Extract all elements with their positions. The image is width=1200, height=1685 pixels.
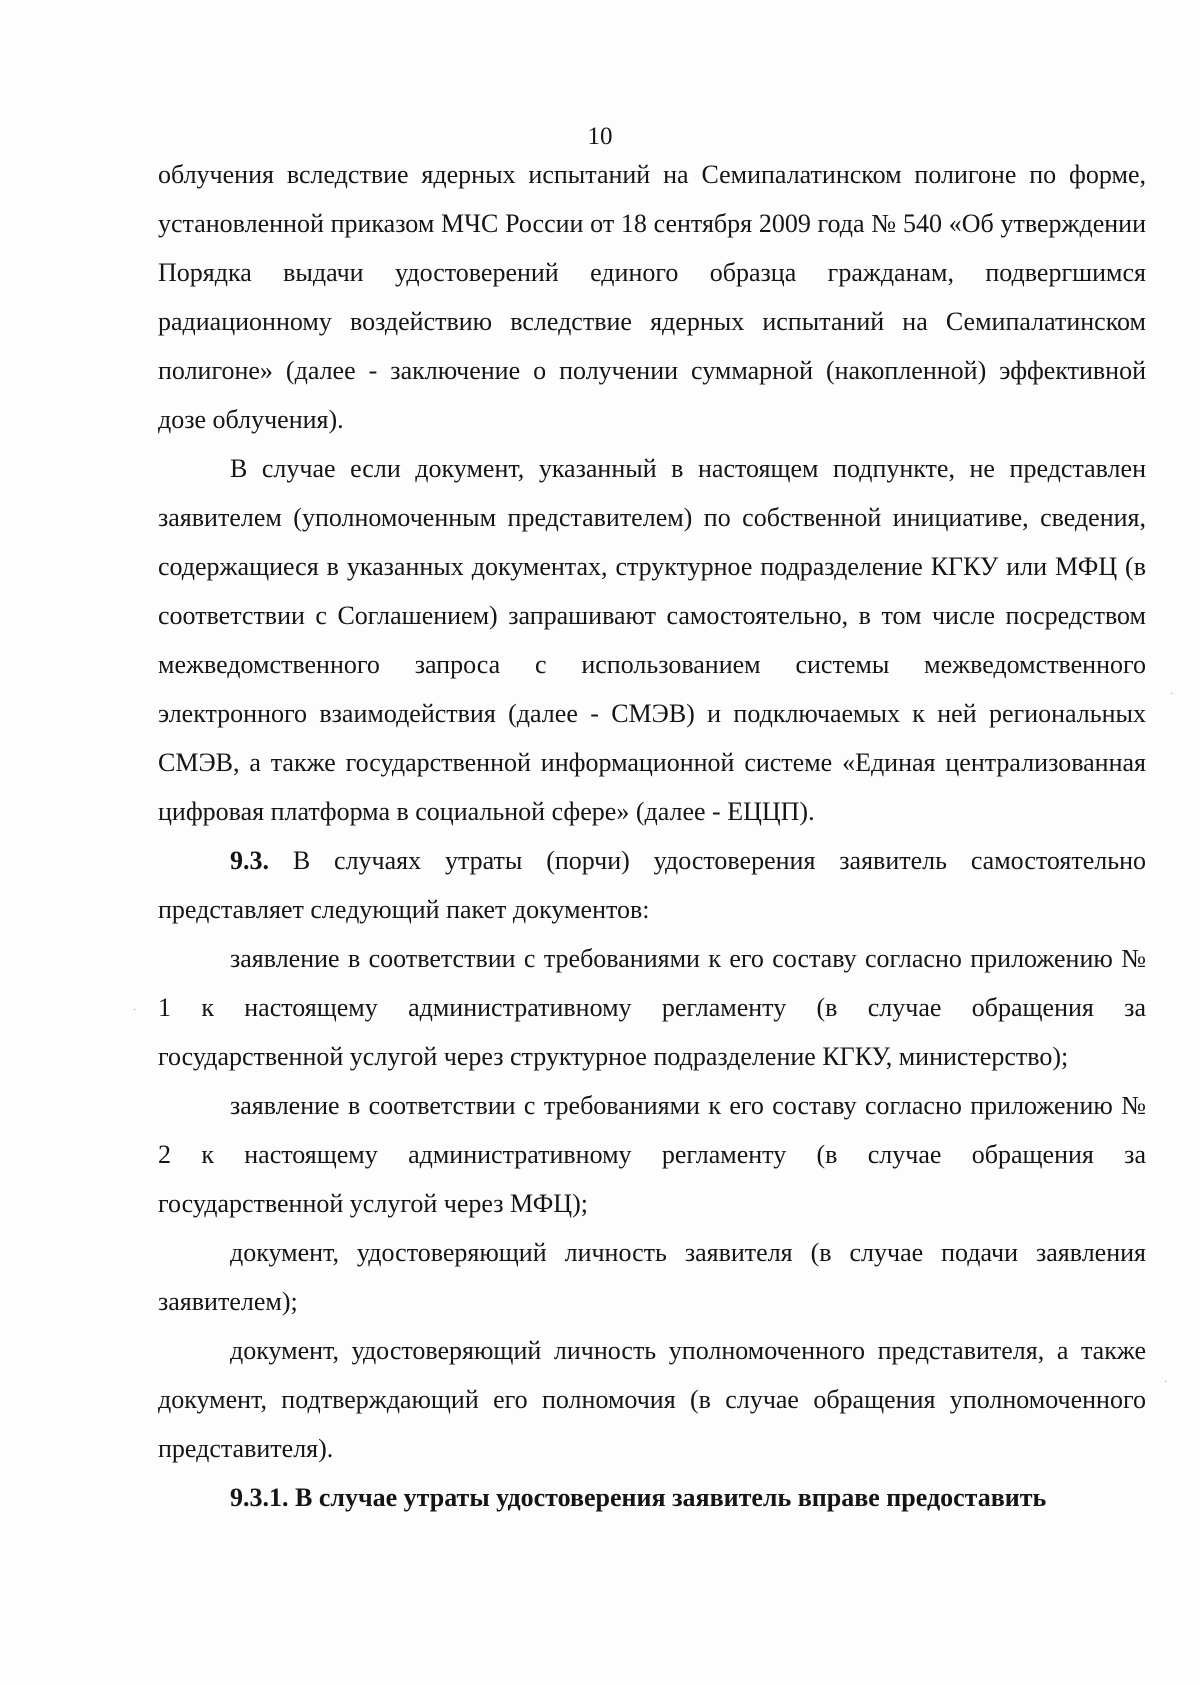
document-body (158, 150, 1146, 1522)
clause-heading-9-3-1: 9.3.1. В случае утраты удостоверения заявитель вправе предоставить (230, 1483, 1047, 1512)
paragraph-smev-request: В случае если документ, указанный в настоящем подпункте, не представлен заявителем (уполномоченным представителем) по собственной инициативе, сведения, содержащиеся в указанных документах, структурное подразделение КГКУ или МФЦ (в соответствии с Соглашением) запрашивают самостоятельно, в том числе посредством межведомственного запроса с использованием системы межведомственного электронного взаимодействия (далее - СМЭВ) и подключаемых к ней региональных СМЭВ, а также государственной информационной системе «Единая централизованная цифровая платформа в социальной сфере» (далее - ЕЦЦП). (158, 454, 1146, 826)
paragraph-9-3-text: В случаях утраты (порчи) удостоверения заявитель самостоятельно представляет следующий пакет документов: (158, 846, 1146, 924)
list-item-application-1: заявление в соответствии с требованиями к его составу согласно приложению № 1 к настоящему административному регламенту (в случае обращения за государственной услугой через структурное подразделение КГКУ, министерство); (158, 944, 1146, 1071)
scan-speck: · (1164, 1377, 1168, 1388)
clause-number-9-3: 9.3. (230, 846, 269, 875)
scan-speck: · (133, 1005, 137, 1016)
scan-speck: · (1170, 689, 1174, 700)
page-number: 10 (587, 123, 613, 150)
paragraph-continuation: облучения вследствие ядерных испытаний на Семипалатинском полигоне по форме, установленной приказом МЧС России от 18 сентября 2009 года № 540 «Об утверждении Порядка выдачи удостоверений единого образца гражданам, подвергшимся радиационному воздействию вследствие ядерных испытаний на Семипалатинском полигоне» (далее - заключение о получении суммарной (накопленной) эффективной дозе облучения). (158, 160, 1146, 434)
list-item-application-2: заявление в соответствии с требованиями к его составу согласно приложению № 2 к настоящему административному регламенту (в случае обращения за государственной услугой через МФЦ); (158, 1091, 1146, 1218)
list-item-applicant-id: документ, удостоверяющий личность заявителя (в случае подачи заявления заявителем); (158, 1238, 1146, 1316)
list-item-representative-id: документ, удостоверяющий личность уполномоченного представителя, а также документ, подтверждающий его полномочия (в случае обращения уполномоченного представителя). (158, 1336, 1146, 1463)
paragraph-9-3 (158, 836, 1146, 934)
